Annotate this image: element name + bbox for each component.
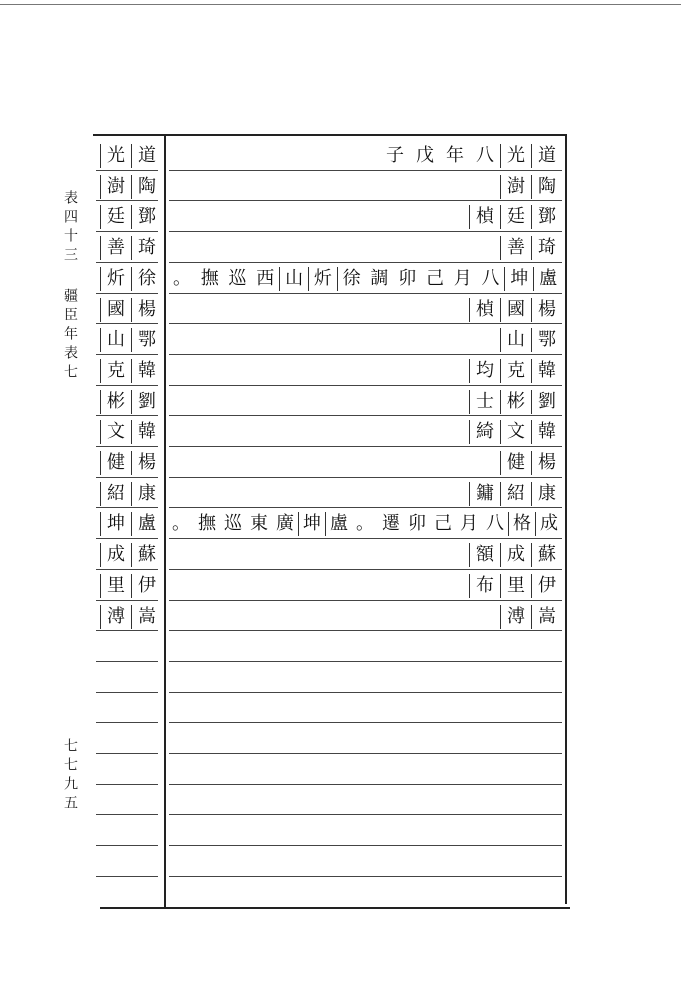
row-rule [96,569,158,570]
record-entry [168,448,562,478]
name-char: 彬 [100,390,131,414]
row-rule [169,231,562,232]
row-rule [169,753,562,754]
table-row [0,356,681,386]
entry-char: 撫 [200,267,219,289]
entry-char: 蘇 [531,543,562,567]
entry-char: 善 [500,236,531,260]
name-char: 道 [131,144,162,168]
entry-char: 廣 [276,513,294,535]
name-char: 楊 [131,451,162,475]
entry-char: 調 [370,267,389,289]
official-name [100,448,162,478]
running-head-table-number: 表四十三 [62,190,78,266]
entry-char: 楨 [469,205,500,229]
row-rule [96,692,158,693]
row-rule [169,262,562,263]
entry-char: 東 [250,513,268,535]
entry-char: 里 [500,574,531,598]
record-entry [168,325,562,355]
entry-char: 溥 [500,605,531,629]
name-char: 克 [100,359,131,383]
entry-char: 嵩 [531,605,562,629]
entry-char: 月 [460,513,478,535]
row-rule [169,600,562,601]
entry-char: 己 [425,267,444,289]
record-entry [168,417,562,447]
official-name [100,233,162,263]
entry-char: 卯 [398,267,417,289]
row-rule [96,784,158,785]
name-char: 澍 [100,175,131,199]
year-header [168,141,562,171]
entry-char: 戊 [416,145,434,166]
record-entry [168,356,562,386]
record-entry [168,264,562,294]
row-rule [169,415,562,416]
entry-char: 八 [486,513,504,535]
row-rule [169,722,562,723]
row-rule [96,753,158,754]
row-rule [96,415,158,416]
entry-char: 山 [279,267,308,291]
table-row [0,202,681,232]
name-char: 鄂 [131,328,162,352]
table-row [0,417,681,447]
entry-char: 鄧 [531,205,562,229]
record-entry [168,571,562,601]
entry-char: 陶 [531,175,562,199]
table-row [0,540,681,570]
row-rule [169,569,562,570]
row-rule [169,200,562,201]
official-name [100,325,162,355]
row-rule [96,231,158,232]
row-rule [169,692,562,693]
entry-char: 道 [531,144,562,168]
row-rule [169,354,562,355]
record-entry [168,202,562,232]
row-rule [96,507,158,508]
record-entry [168,295,562,325]
entry-char: 均 [469,359,500,383]
entry-char: 盧 [533,267,562,291]
entry-char: 彬 [500,390,531,414]
entry-char: 伊 [531,574,562,598]
entry-char: 。 [172,267,191,289]
name-char: 國 [100,298,131,322]
entry-char: 西 [256,267,275,289]
name-char: 嵩 [131,605,162,629]
name-char: 蘇 [131,543,162,567]
official-name [100,356,162,386]
row-rule [169,446,562,447]
name-char: 徐 [131,267,162,291]
entry-char: 八 [476,145,494,166]
name-char: 劉 [131,390,162,414]
name-char: 坤 [100,512,131,536]
entry-char: 廷 [500,205,531,229]
row-rule [96,845,158,846]
entry-char: 。 [172,513,190,535]
entry-char: 徐 [337,267,366,291]
row-rule [96,630,158,631]
running-head-title: 疆臣年表七 [62,288,78,383]
official-name [100,202,162,232]
entry-char: 年 [446,145,464,166]
row-rule [169,385,562,386]
page-number: 七七九五 [62,738,78,814]
official-name [100,571,162,601]
name-char: 健 [100,451,131,475]
row-rule [169,784,562,785]
name-char: 里 [100,574,131,598]
name-char: 光 [100,144,131,168]
official-name [100,141,162,171]
name-char: 成 [100,543,131,567]
table-row [0,571,681,601]
row-rule [96,170,158,171]
official-name [100,540,162,570]
row-rule [96,538,158,539]
table-row [0,264,681,294]
entry-char: 劉 [531,390,562,414]
name-char: 楊 [131,298,162,322]
entry-char: 楨 [469,298,500,322]
entry-char: 鄂 [531,328,562,352]
table-row [0,172,681,202]
name-char: 伊 [131,574,162,598]
row-rule [96,814,158,815]
row-rule [96,293,158,294]
table-row [0,387,681,417]
entry-char: 士 [469,390,500,414]
entry-char: 楊 [531,298,562,322]
entry-char: 額 [469,543,500,567]
entry-char: 撫 [198,513,216,535]
table-row [0,325,681,355]
official-name [100,172,162,202]
entry-char: 健 [500,451,531,475]
row-rule [96,722,158,723]
table-row [0,141,681,171]
row-rule [169,876,562,877]
entry-char: 遷 [382,513,400,535]
table-row [0,295,681,325]
entry-char: 成 [535,512,562,536]
entry-char: 巡 [224,513,242,535]
row-rule [169,477,562,478]
name-char: 陶 [131,175,162,199]
entry-char: 韓 [531,359,562,383]
name-char: 炘 [100,267,131,291]
entry-char: 綺 [469,420,500,444]
entry-char: 月 [453,267,472,289]
official-name [100,295,162,325]
row-rule [169,170,562,171]
record-entry [168,602,562,632]
row-rule [96,323,158,324]
entry-char: 國 [500,298,531,322]
name-char: 文 [100,420,131,444]
entry-char: 八 [481,267,500,289]
name-char: 紹 [100,482,131,506]
entry-char: 盧 [325,512,352,536]
official-name [100,264,162,294]
entry-char: 澍 [500,175,531,199]
entry-char: 子 [386,145,404,166]
official-name [100,479,162,509]
row-rule [169,630,562,631]
entry-char: 紹 [500,482,531,506]
name-char: 溥 [100,605,131,629]
entry-char: 成 [500,543,531,567]
entry-char: 己 [434,513,452,535]
table-bottom-border [100,907,570,909]
entry-char: 坤 [298,512,325,536]
entry-char: 坤 [504,267,533,291]
official-name [100,417,162,447]
table-row [0,448,681,478]
row-rule [169,845,562,846]
official-name [100,602,162,632]
row-rule [169,661,562,662]
name-char: 鄧 [131,205,162,229]
row-rule [96,477,158,478]
entry-char: 布 [469,574,500,598]
entry-char: 琦 [531,236,562,260]
row-rule [96,262,158,263]
record-entry [168,233,562,263]
official-name [100,509,162,539]
name-char: 廷 [100,205,131,229]
entry-char: 格 [508,512,535,536]
row-rule [169,293,562,294]
entry-char: 鏞 [469,482,500,506]
row-rule [169,538,562,539]
row-rule [96,200,158,201]
table-row [0,479,681,509]
record-entry [168,172,562,202]
entry-char: 巡 [228,267,247,289]
record-entry [168,479,562,509]
name-char: 韓 [131,420,162,444]
official-name [100,387,162,417]
name-char: 善 [100,236,131,260]
row-rule [169,814,562,815]
name-char: 琦 [131,236,162,260]
entry-char: 山 [500,328,531,352]
record-entry [168,387,562,417]
entry-char: 。 [356,513,374,535]
entry-char: 康 [531,482,562,506]
entry-char: 韓 [531,420,562,444]
row-rule [96,600,158,601]
row-rule [96,385,158,386]
entry-char: 文 [500,420,531,444]
row-rule [96,876,158,877]
name-char: 盧 [131,512,162,536]
table-row [0,233,681,263]
entry-char: 楊 [531,451,562,475]
entry-char: 克 [500,359,531,383]
row-rule [169,323,562,324]
name-char: 山 [100,328,131,352]
row-rule [96,354,158,355]
row-rule [169,507,562,508]
record-entry [168,509,562,539]
entry-char: 炘 [308,267,337,291]
page-top-rule [0,4,681,5]
entry-char: 卯 [408,513,426,535]
record-entry [168,540,562,570]
name-char: 康 [131,482,162,506]
row-rule [96,661,158,662]
table-row [0,602,681,632]
table-row [0,509,681,539]
name-char: 韓 [131,359,162,383]
row-rule [96,446,158,447]
entry-char: 光 [500,144,531,168]
